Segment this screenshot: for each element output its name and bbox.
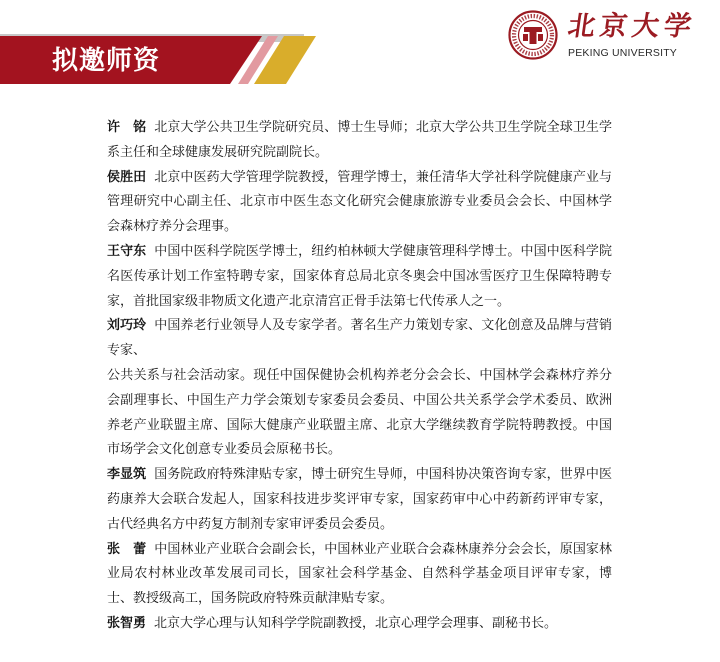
faculty-entry-continued — [107, 364, 612, 463]
peking-university-logo — [508, 10, 708, 62]
faculty-bio: 中国中医科学院医学博士，纽约柏林顿大学健康管理科学博士。中国中医科学院名医传承计划工作室特聘专家，国家体育总局北京冬奥会中国冰雪医疗卫生保障特聘专家，首批国家级非物质文化遗产北京清宫正骨手法第七代传承人之一。 — [107, 243, 612, 309]
faculty-entry — [107, 240, 612, 314]
faculty-entry — [107, 166, 612, 240]
faculty-bio: 中国林业产业联合会副会长，中国林业产业联合会森林康养分会会长，原国家林业局农村林业改革发展司司长，国家社会科学基金、自然科学基金项目评审专家，博士、教授级高工，国务院政府特殊贡献津贴专家。 — [107, 541, 612, 607]
faculty-bio: 国务院政府特殊津贴专家，博士研究生导师，中国科协决策咨询专家，世界中医药康养大会联合发起人，国家科技进步奖评审专家，国家药审中心中药新药评审专家，古代经典名方中药复方制剂专家审评委员会委员。 — [107, 467, 612, 532]
faculty-name: 张智勇 — [107, 615, 147, 631]
faculty-name: 王守东 — [107, 243, 147, 259]
faculty-bio: 北京大学心理与认知科学学院副教授，北京心理学会理事、副秘书长。 — [154, 615, 558, 631]
faculty-entry — [107, 538, 612, 612]
faculty-name: 许 铭 — [107, 120, 147, 135]
faculty-entry — [107, 314, 612, 364]
faculty-name: 张 蕾 — [107, 541, 147, 557]
faculty-name: 刘巧玲 — [107, 318, 147, 334]
faculty-bio: 北京大学公共卫生学院研究员、博士生导师；北京大学公共卫生学院全球卫生学系主任和全球健康发展研究院副院长。 — [107, 120, 612, 160]
faculty-entry — [107, 463, 612, 537]
page-title: 拟邀师资 — [52, 46, 161, 76]
logo-english-name: PEKING UNIVERSITY — [568, 47, 678, 59]
faculty-bio: 北京中医药大学管理学院教授，管理学博士，兼任清华大学社科学院健康产业与管理研究中心副主任、北京市中医生态文化研究会健康旅游专业委员会会长、中国林学会森林疗养分会理事。 — [107, 169, 612, 235]
faculty-name: 李显筑 — [107, 467, 147, 483]
university-seal-icon — [508, 10, 558, 60]
faculty-entry — [107, 612, 612, 637]
faculty-list — [107, 116, 612, 637]
banner-gold-stripe — [254, 36, 316, 84]
logo-chinese-name: 北京大学 — [565, 11, 699, 42]
faculty-bio: 公共关系与社会活动家。现任中国保健协会机构养老分会会长、中国林学会森林疗养分会副理事长、中国生产力学会策划专家委员会委员、中国公共关系学会学术委员、欧洲养老产业联盟主席、国际大健康产业联盟主席、北京大学继续教育学院特聘教授。中国市场学会文化创意专业委员会原秘书长。 — [107, 367, 612, 458]
faculty-entry — [107, 116, 612, 166]
faculty-name: 侯胜田 — [107, 169, 147, 185]
faculty-bio: 中国养老行业领导人及专家学者。著名生产力策划专家、文化创意及品牌与营销专家、 — [107, 318, 612, 359]
